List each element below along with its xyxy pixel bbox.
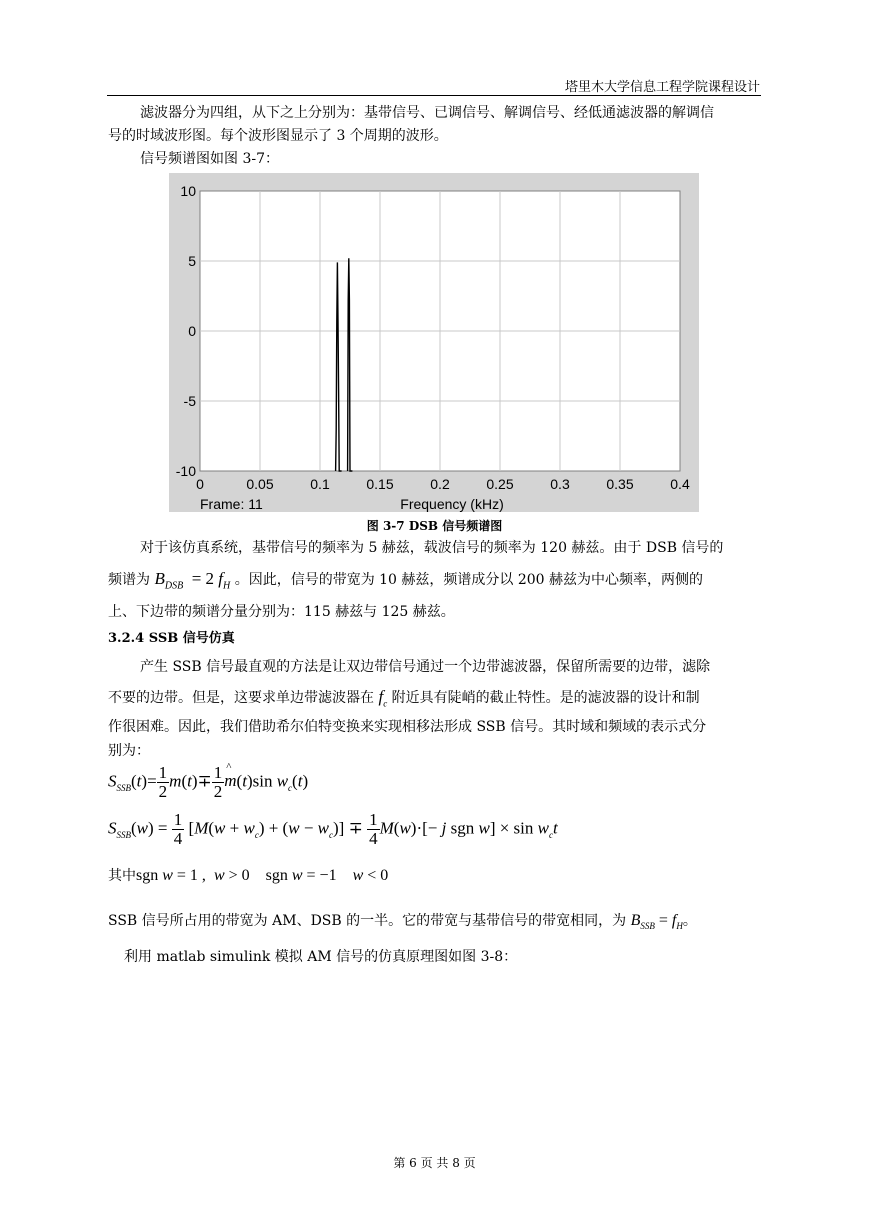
paragraph-4-line-2-suffix: 附近具有陡峭的截止特性。是的滤波器的设计和制 (391, 690, 700, 706)
paragraph-5-prefix: 其中 (108, 868, 136, 884)
paragraph-6 (108, 911, 697, 936)
frame-label: Frame: 11 (200, 496, 263, 512)
formula-s-ssb-t: $S_{SSB}(t)=$ $\frac{1}{2}$ m(t)∓ $\frac{1}{2}$ m ^ (t)sin $w_c(t)$ (108, 761, 309, 801)
y-tick-label: 0 (188, 323, 196, 339)
formula-b-dsb: $B_{DSB} = 2$ $f_H$ (154, 569, 231, 592)
y-tick-label: 10 (180, 183, 196, 199)
section-heading: 3.2.4 SSB 信号仿真 (108, 631, 235, 646)
formula-sgn-condition: sgn w = 1 , w > 0 sgn w = −1 w < 0 (136, 867, 389, 884)
x-tick-label: 0.15 (366, 476, 394, 492)
paragraph-3-line-1: 对于该仿真系统，基带信号的频率为 5 赫兹，载波信号的频率为 120 赫兹。由于 DSB 信号的 (140, 540, 724, 556)
paragraph-6-suffix: 。 (682, 913, 697, 929)
paragraph-4-line-2-prefix: 不要的边带。但是，这要求单边带滤波器在 (108, 690, 374, 706)
formula-fc: $f_c$ (378, 687, 388, 709)
y-tick-label: 5 (188, 253, 196, 269)
formula-b-ssb: $B_{SSB} = f_H$ (630, 912, 683, 932)
x-tick-label: 0.05 (246, 476, 274, 492)
paragraph-3-line-2-prefix: 频谱为 (108, 572, 150, 588)
paragraph-6-prefix: SSB 信号所占用的带宽为 AM、DSB 的一半。它的带宽与基带信号的带宽相同，为 (108, 913, 627, 929)
paragraph-4-line-3: 作很困难。因此，我们借助希尔伯特变换来实现相移法形成 SSB 信号。其时域和频域的表示式分 (108, 719, 707, 735)
figure-caption: 图 3-7 DSB 信号频谱图 (366, 519, 503, 533)
x-tick-label: 0.1 (310, 476, 330, 492)
x-tick-label: 0.3 (550, 476, 570, 492)
paragraph-1-line-2: 号的时域波形图。每个波形图显示了 3 个周期的波形。 (108, 128, 448, 144)
page-footer: 第 6 页 共 8 页 (393, 1156, 476, 1170)
dsb-spectrum-chart (169, 173, 699, 512)
page-header-title: 塔里木大学信息工程学院课程设计 (564, 80, 760, 95)
header-divider (107, 95, 761, 96)
y-tick-label: -10 (175, 463, 196, 479)
paragraph-4-line-2 (108, 687, 700, 713)
paragraph-3-line-2-suffix: 。因此，信号的带宽为 10 赫兹，频谱成分以 200 赫兹为中心频率，两侧的 (234, 572, 704, 588)
y-tick-label: -5 (183, 393, 196, 409)
x-axis-label: Frequency (kHz) (400, 496, 504, 512)
paragraph-2: 信号频谱图如图 3-7： (140, 151, 279, 167)
paragraph-4-line-4: 别为： (108, 743, 150, 759)
paragraph-1-line-1: 滤波器分为四组，从下之上分别为：基带信号、已调信号、解调信号、经低通滤波器的解调信 (140, 105, 714, 121)
x-tick-label: 0.25 (486, 476, 514, 492)
paragraph-4-line-1: 产生 SSB 信号最直观的方法是让双边带信号通过一个边带滤波器，保留所需要的边带，滤除 (140, 659, 711, 675)
x-tick-label: 0.35 (606, 476, 634, 492)
paragraph-7: 利用 matlab simulink 模拟 AM 信号的仿真原理图如图 3-8： (124, 949, 518, 965)
x-tick-label: 0.2 (430, 476, 450, 492)
paragraph-3-line-2 (108, 569, 703, 596)
chart-svg (169, 173, 699, 512)
formula-s-ssb-w: $S_{SSB}(w)$ = $\frac{1}{4}$ $[M(w + w_c) + (w - w_c)]$ ∓ $\frac{1}{4}$ M(w)·[− j sgn $w] \times \sin w_ct$ (108, 810, 558, 848)
x-tick-label: 0.4 (670, 476, 690, 492)
x-tick-label: 0 (196, 476, 204, 492)
paragraph-5 (108, 866, 388, 886)
paragraph-3-line-3: 上、下边带的频谱分量分别为：115 赫兹与 125 赫兹。 (108, 604, 455, 620)
